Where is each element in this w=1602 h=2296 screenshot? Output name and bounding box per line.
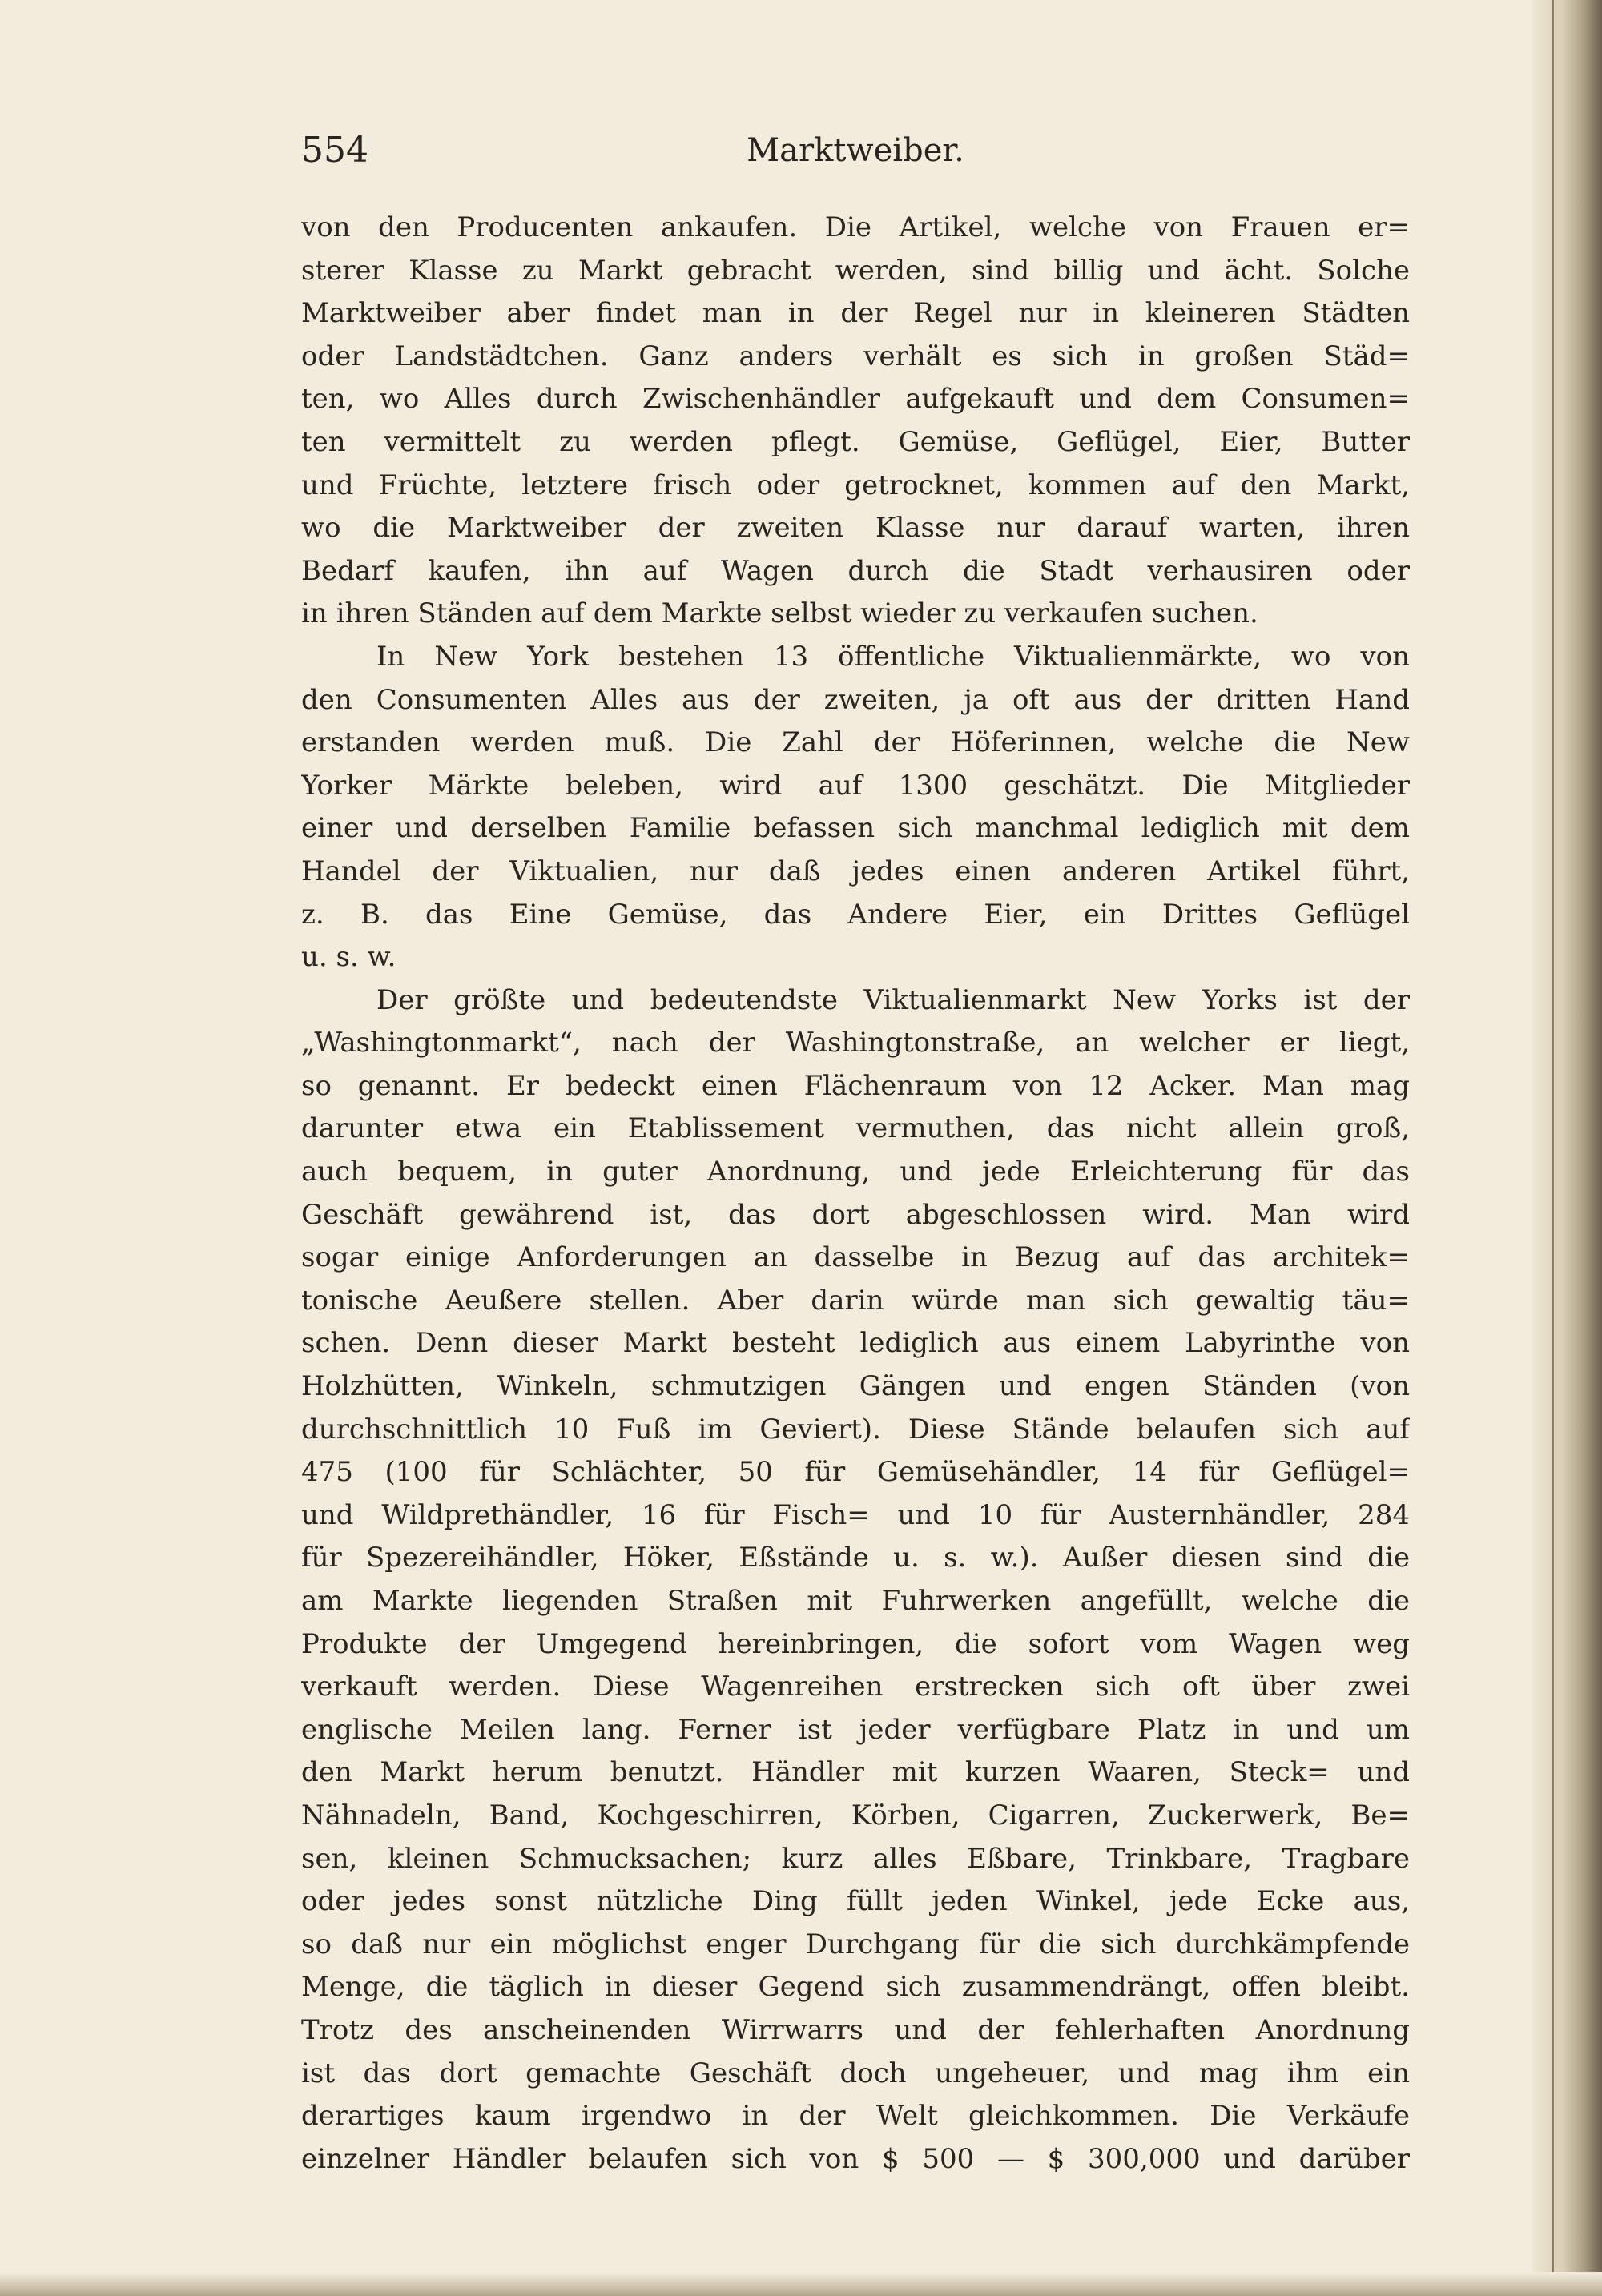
text-line: Menge, die täglich in dieser Gegend sich zusammendrängt, offen bleibt. <box>301 1971 1410 2004</box>
text-line: Yorker Märkte beleben, wird auf 1300 geschätzt. Die Mitglieder <box>301 769 1410 802</box>
text-line: englische Meilen lang. Ferner ist jeder verfügbare Platz in und um <box>301 1713 1410 1746</box>
text-line: derartiges kaum irgendwo in der Welt gleichkommen. Die Verkäufe <box>301 2100 1410 2133</box>
text-line: einer und derselben Familie befassen sich manchmal lediglich mit dem <box>301 812 1410 845</box>
text-line: Geschäft gewährend ist, das dort abgeschlossen wird. Man wird <box>301 1198 1410 1231</box>
text-line: den Consumenten Alles aus der zweiten, ja oft aus der dritten Hand <box>301 683 1410 716</box>
text-line: durchschnittlich 10 Fuß im Geviert). Diese Stände belaufen sich auf <box>301 1413 1410 1446</box>
text-line: Bedarf kaufen, ihn auf Wagen durch die Stadt verhausiren oder <box>301 554 1410 587</box>
text-line: verkauft werden. Diese Wagenreihen erstrecken sich oft über zwei <box>301 1671 1410 1703</box>
text-line: 475 (100 für Schlächter, 50 für Gemüsehändler, 14 für Geflügel= <box>301 1456 1410 1489</box>
gutter-line <box>1552 0 1554 2296</box>
text-line: oder jedes sonst nützliche Ding füllt jeden Winkel, jede Ecke aus, <box>301 1885 1410 1918</box>
text-line: den Markt herum benutzt. Händler mit kurzen Waaren, Steck= und <box>301 1756 1410 1789</box>
book-spine-shadow <box>1532 0 1602 2296</box>
text-line: Marktweiber aber findet man in der Regel nur in kleineren Städten <box>301 297 1410 330</box>
text-line: oder Landstädtchen. Ganz anders verhält es sich in großen Städ= <box>301 340 1410 372</box>
text-line: auch bequem, in guter Anordnung, und jede Erleichterung für das <box>301 1156 1410 1188</box>
page-header <box>301 127 1410 175</box>
text-line: einzelner Händler belaufen sich von $ 500 — $ 300,000 und darüber <box>301 2142 1410 2175</box>
text-line: und Wildprethändler, 16 für Fisch= und 10 für Austernhändler, 284 <box>301 1498 1410 1531</box>
running-head: Marktweiber. <box>747 132 964 169</box>
page-number: 554 <box>301 130 368 171</box>
text-line: für Spezereihändler, Höker, Eßstände u. s. w.). Außer diesen sind die <box>301 1542 1410 1574</box>
text-line: tonische Aeußere stellen. Aber darin würde man sich gewaltig täu= <box>301 1284 1410 1317</box>
text-line: schen. Denn dieser Markt besteht lediglich aus einem Labyrinthe von <box>301 1327 1410 1360</box>
body-text <box>301 207 1410 2181</box>
text-line: ten vermittelt zu werden pflegt. Gemüse, Geflügel, Eier, Butter <box>301 425 1410 458</box>
paragraph-start-line: Der größte und bedeutendste Viktualienmarkt New Yorks ist der <box>376 983 1410 1016</box>
text-line: ist das dort gemachte Geschäft doch ungeheuer, und mag ihm ein <box>301 2057 1410 2089</box>
text-line: u. s. w. <box>301 941 396 974</box>
text-line: in ihren Ständen auf dem Markte selbst wieder zu verkaufen suchen. <box>301 597 1258 630</box>
text-line: „Washingtonmarkt“, nach der Washingtonstraße, an welcher er liegt, <box>301 1027 1410 1060</box>
text-line: z. B. das Eine Gemüse, das Andere Eier, ein Drittes Geflügel <box>301 898 1410 931</box>
text-line: wo die Marktweiber der zweiten Klasse nur darauf warten, ihren <box>301 512 1410 545</box>
text-line: so genannt. Er bedeckt einen Flächenraum von 12 Acker. Man mag <box>301 1069 1410 1102</box>
text-line: darunter etwa ein Etablissement vermuthen, das nicht allein groß, <box>301 1112 1410 1145</box>
text-line: sen, kleinen Schmucksachen; kurz alles Eßbare, Trinkbare, Tragbare <box>301 1842 1410 1875</box>
page-bottom-edge <box>0 2272 1602 2296</box>
text-line: erstanden werden muß. Die Zahl der Höferinnen, welche die New <box>301 726 1410 759</box>
text-line: sterer Klasse zu Markt gebracht werden, sind billig und ächt. Solche <box>301 254 1410 287</box>
text-line: Produkte der Umgegend hereinbringen, die sofort vom Wagen weg <box>301 1627 1410 1660</box>
text-line: Holzhütten, Winkeln, schmutzigen Gängen und engen Ständen (von <box>301 1370 1410 1403</box>
text-line: und Früchte, letztere frisch oder getrocknet, kommen auf den Markt, <box>301 468 1410 501</box>
text-line: Handel der Viktualien, nur daß jedes einen anderen Artikel führt, <box>301 854 1410 887</box>
text-line: von den Producenten ankaufen. Die Artikel, welche von Frauen er= <box>301 211 1410 243</box>
text-line: sogar einige Anforderungen an dasselbe in Bezug auf das architek= <box>301 1241 1410 1274</box>
text-line: am Markte liegenden Straßen mit Fuhrwerken angefüllt, welche die <box>301 1585 1410 1617</box>
text-line: ten, wo Alles durch Zwischenhändler aufgekauft und dem Consumen= <box>301 383 1410 416</box>
paragraph-start-line: In New York bestehen 13 öffentliche Viktualienmärkte, wo von <box>376 640 1410 673</box>
text-line: Nähnadeln, Band, Kochgeschirren, Körben, Cigarren, Zuckerwerk, Be= <box>301 1799 1410 1832</box>
text-line: Trotz des anscheinenden Wirrwarrs und der fehlerhaften Anordnung <box>301 2013 1410 2046</box>
text-line: so daß nur ein möglichst enger Durchgang für die sich durchkämpfende <box>301 1928 1410 1960</box>
